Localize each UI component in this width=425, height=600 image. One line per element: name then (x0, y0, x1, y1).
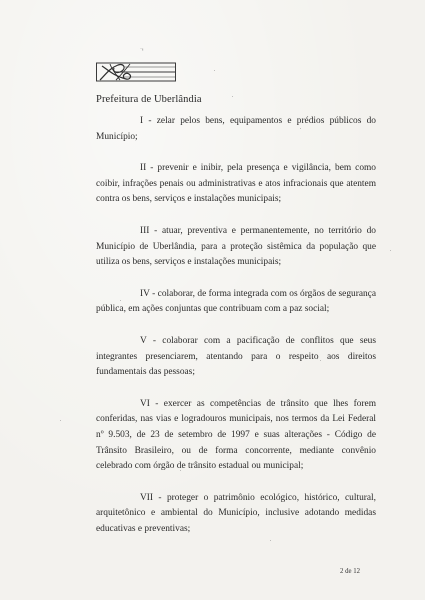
clause-v: V - colaborar com a pacificação de conflitos que seus integrantes presenciarem, atentando para o respeito aos direitos fundamentais das pessoas; (96, 335, 376, 378)
scan-speck (60, 420, 61, 421)
scan-speck (232, 96, 233, 97)
clause-i: I - zelar pelos bens, equipamentos e prédios públicos do Município; (96, 116, 376, 142)
scan-speck (270, 540, 271, 541)
scan-speck (214, 70, 215, 71)
prefeitura-emblem-icon (96, 60, 176, 84)
page-number: 2 de 12 (340, 568, 361, 575)
clause-vi: VI - exercer as competências de trânsito que lhes forem conferidas, nas vias e logradouros municipais, nos termos da Lei Federal nº 9.503, de 23 de setembro de 1997 e suas alterações - Código de Trânsito Brasileiro, ou de forma concorrente, mediante convênio celebrado com órgão de trânsito estadual ou municipal; (96, 398, 376, 472)
document-body (96, 114, 376, 537)
page-header-title: Prefeitura de Uberlândia (96, 94, 202, 105)
scan-speck (390, 250, 391, 251)
clause-iii: III - atuar, preventiva e permanentemente, no território do Município de Uberlândia, para a proteção sistêmica da população que utiliza os bens, serviços e instalações municipais; (96, 225, 376, 268)
clause-vii: VII - proteger o patrimônio ecológico, histórico, cultural, arquitetônico e ambiental do Município, inclusive adotando medidas educativas e preventivas; (96, 492, 376, 534)
clause-iv: IV - colaborar, de forma integrada com os órgãos de segurança pública, em ações conjuntas que contribuam com a paz social; (96, 288, 376, 315)
staple-mark: ˙ˢ (140, 48, 144, 54)
clause-ii: II - prevenir e inibir, pela presença e vigilância, bem como coibir, infrações penais ou administrativas e atos infracionais que atentem contra os bens, serviços e instalações municipais; (96, 163, 376, 205)
